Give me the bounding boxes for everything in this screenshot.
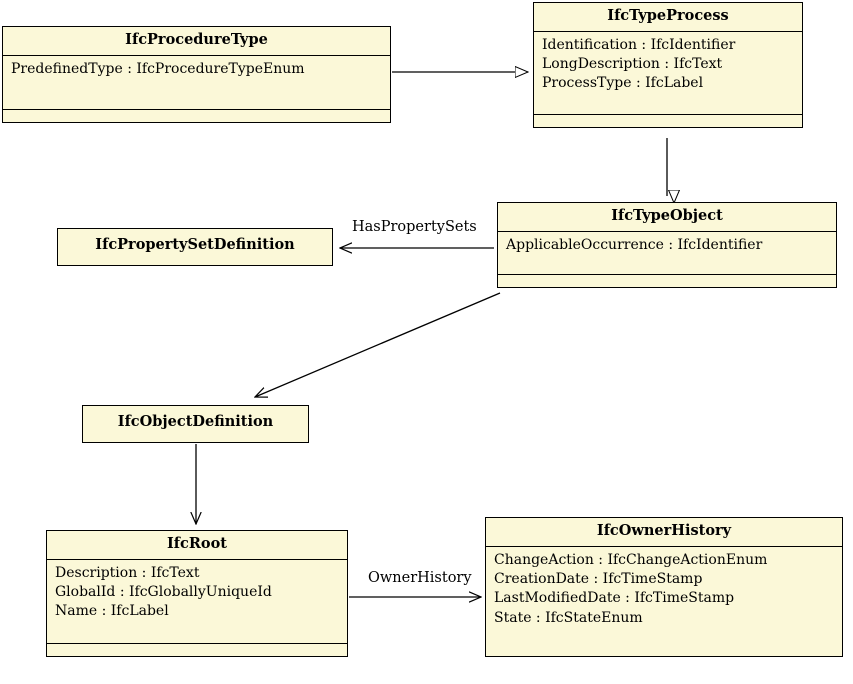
attribute: ChangeAction : IfcChangeActionEnum [494,551,768,568]
attribute: ProcessType : IfcLabel [542,75,704,92]
class-title: IfcProcedureType [125,31,268,48]
class-operations [3,110,390,122]
class-ifcobjectdefinition[interactable] [82,405,309,443]
attribute: PredefinedType : IfcProcedureTypeEnum [11,60,305,77]
class-ifctypeprocess[interactable] [533,2,803,128]
class-ifcroot[interactable] [46,530,348,657]
attribute: Description : IfcText [55,564,200,581]
class-attributes [534,32,802,114]
attribute: ApplicableOccurrence : IfcIdentifier [506,236,763,253]
attribute: CreationDate : IfcTimeStamp [494,570,703,587]
attribute: LastModifiedDate : IfcTimeStamp [494,590,735,607]
edge-typeObject-to-objectDefinition [255,293,500,397]
attribute: GlobalId : IfcGloballyUniqueId [55,583,272,600]
class-attributes [3,56,390,109]
attribute: LongDescription : IfcText [542,55,723,72]
class-ifcownerhistory[interactable] [485,517,843,657]
class-title: IfcObjectDefinition [117,413,274,430]
attribute: Identification : IfcIdentifier [542,36,736,53]
class-ifcproceduretype[interactable] [2,26,391,123]
class-title: IfcRoot [167,535,227,552]
class-title: IfcTypeObject [611,207,723,224]
class-operations [534,115,802,127]
class-attributes [486,547,842,656]
class-operations [498,275,836,287]
class-attributes [47,560,347,643]
edge-label-ownerhistory: OwnerHistory [368,570,472,586]
class-ifctypeobject[interactable] [497,202,837,288]
edge-label-haspropertysets: HasPropertySets [352,219,477,235]
class-operations [47,644,347,656]
class-title: IfcPropertySetDefinition [95,236,295,253]
class-attributes [498,232,836,274]
attribute: Name : IfcLabel [55,603,169,620]
attribute: State : IfcStateEnum [494,609,643,626]
class-ifcpropertysetdefinition[interactable] [57,228,333,266]
class-title: IfcOwnerHistory [596,522,732,539]
class-title: IfcTypeProcess [607,7,729,24]
